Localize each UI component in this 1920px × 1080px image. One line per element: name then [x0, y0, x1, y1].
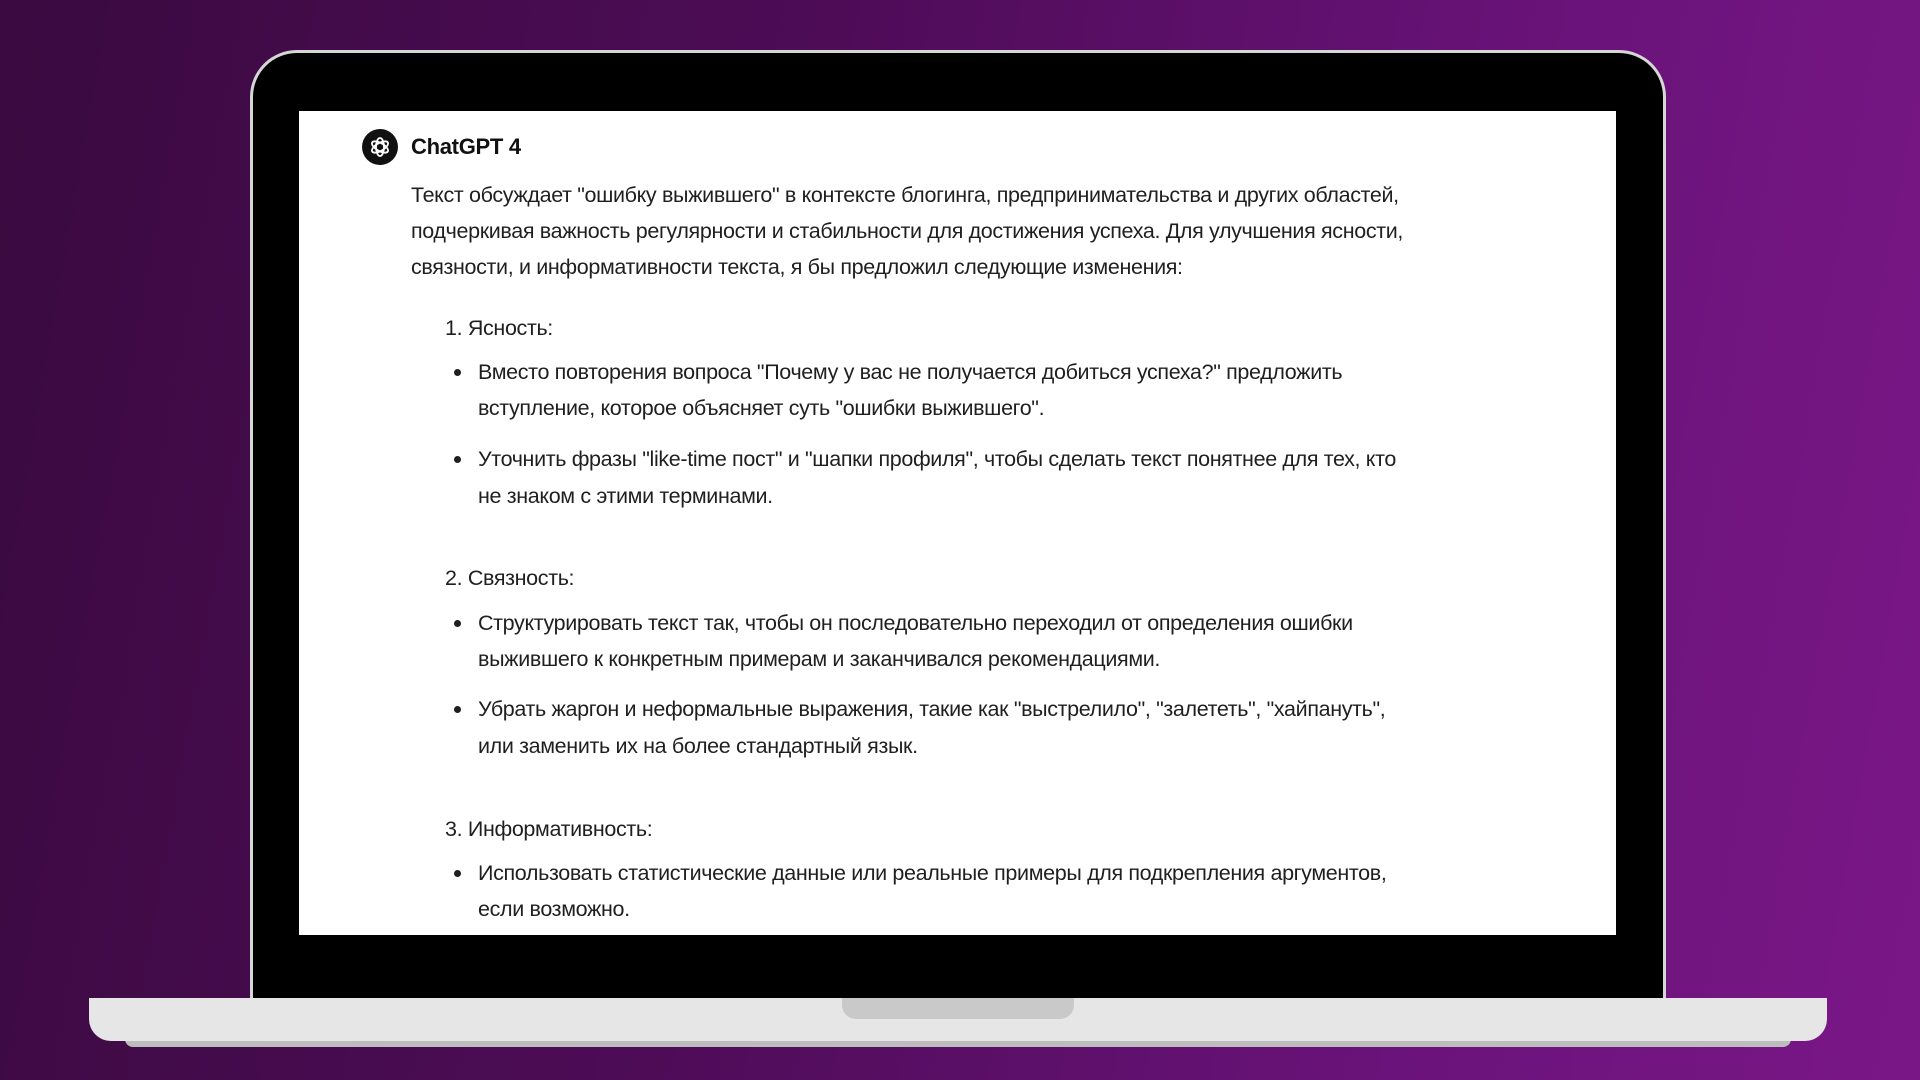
- bullet-dot: [454, 456, 461, 463]
- bullet-line: Убрать жаргон и неформальные выражения, такие как "выстрелило", "залететь", "хайпануть",: [478, 697, 1386, 721]
- bullet-dot: [454, 870, 461, 877]
- bullet-dot: [454, 620, 461, 627]
- intro-line: подчеркивая важность регулярности и стабильности для достижения успеха. Для улучшения ясности,: [411, 219, 1404, 243]
- section-heading: 1. Ясность:: [445, 316, 553, 340]
- section-heading: 2. Связность:: [445, 566, 575, 590]
- bullet-dot: [454, 706, 461, 713]
- bullet-line: Уточнить фразы "like-time пост" и "шапки профиля", чтобы сделать текст понятнее для тех, кто: [478, 447, 1396, 471]
- bullet-line: Вместо повторения вопроса "Почему у вас не получается добиться успеха?" предложить: [478, 360, 1343, 384]
- bullet-line: Структурировать текст так, чтобы он последовательно переходил от определения ошибки: [478, 611, 1353, 635]
- section-heading: 3. Информативность:: [445, 817, 653, 841]
- bullet-line: или заменить их на более стандартный язык.: [478, 734, 918, 758]
- intro-line: связности, и информативности текста, я бы предложил следующие изменения:: [411, 255, 1183, 279]
- bullet-line: вступление, которое объясняет суть "ошибки выжившего".: [478, 396, 1045, 420]
- bullet-line: не знаком с этими терминами.: [478, 484, 773, 508]
- openai-logo-icon: [362, 129, 398, 165]
- model-name: ChatGPT 4: [411, 134, 521, 159]
- bullet-line: выжившего к конкретным примерам и заканчивался рекомендациями.: [478, 647, 1161, 671]
- bullet-line: Использовать статистические данные или реальные примеры для подкрепления аргументов,: [478, 861, 1387, 885]
- bullet-line: если возможно.: [478, 897, 630, 921]
- bullet-dot: [454, 369, 461, 376]
- intro-line: Текст обсуждает "ошибку выжившего" в контексте блогинга, предпринимательства и других областей,: [411, 183, 1399, 207]
- laptop-notch: [842, 998, 1074, 1019]
